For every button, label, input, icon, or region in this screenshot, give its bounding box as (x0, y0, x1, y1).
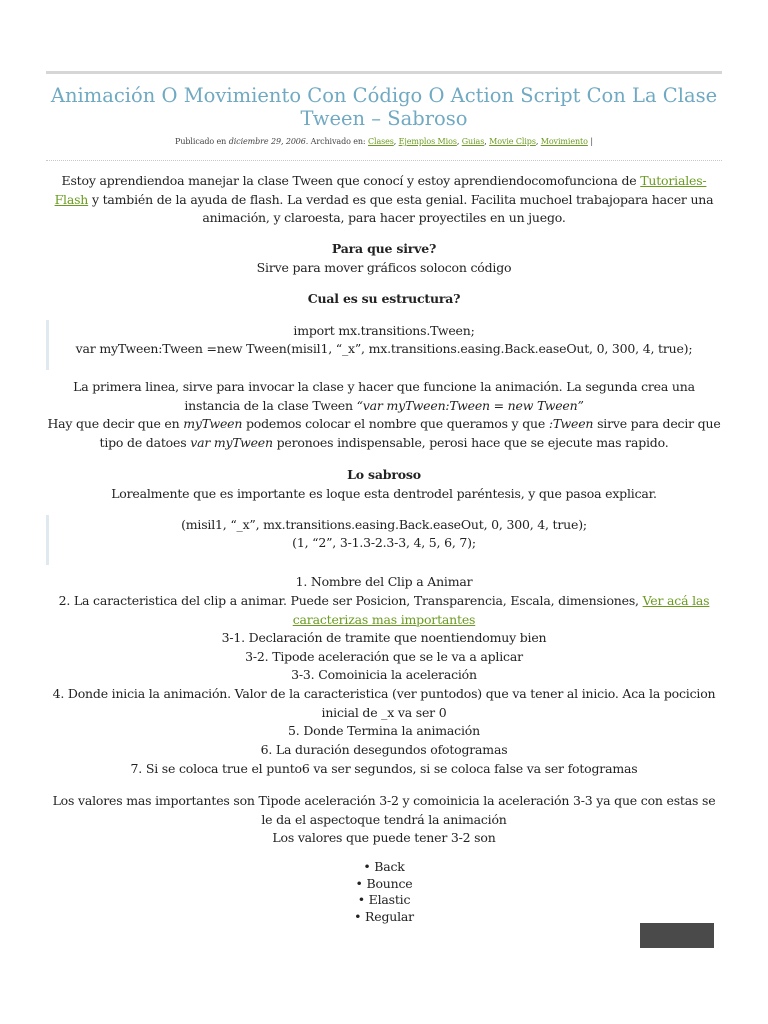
explain-italic-1: “var myTween:Tween = new Tween” (356, 397, 584, 413)
sabroso-text: Lorealmente que es importante es loque esta dentrodel paréntesis, y que pasoa explicar. (111, 486, 657, 501)
code-line-tween: var myTween:Tween =new Tween(misil1, “_x”, mx.transitions.easing.Back.easeOut, 0, 300, 4, true); (75, 341, 693, 356)
top-divider (46, 71, 722, 74)
list-item-6: 6. La duración desegundos ofotogramas (260, 742, 508, 757)
bullet-item-elastic: • Elastic (46, 892, 722, 909)
explain-paragraph-1 (46, 378, 722, 415)
code-line-import: import mx.transitions.Tween; (293, 323, 475, 338)
explain-line-2a: Hay que decir que en (47, 416, 180, 431)
category-link-ejemplos-mios[interactable]: Ejemplos Mios (398, 137, 457, 146)
explain-italic-4: var myTween (190, 434, 273, 450)
caracteristicas-link[interactable]: Ver acá las caracterizas mas importantes (292, 593, 710, 627)
explain-paragraph-2 (46, 415, 722, 452)
list-item-3-1: 3-1. Declaración de tramite que noentiendomuy bien (221, 630, 547, 645)
scroll-top-button[interactable] (640, 923, 714, 948)
meta-separator: | (590, 137, 593, 146)
post-title: Animación O Movimiento Con Código O Action Script Con La Clase Tween – Sabroso (50, 84, 718, 130)
explain-italic-3: :Tween (548, 416, 594, 431)
explain-italic-2: myTween (183, 416, 243, 431)
list-item-3-3: 3-3. Comoinicia la aceleración (291, 667, 477, 682)
sabroso-heading: Lo sabroso (347, 467, 421, 482)
valores-subtitle: Los valores que puede tener 3-2 son (272, 830, 496, 845)
list-item-7: 7. Si se coloca true el punto6 va ser segundos, si se coloca false va ser fotogramas (130, 761, 638, 776)
valores-paragraph: Los valores mas importantes son Tipode aceleración 3-2 y comoinicia la aceleración 3-3 ya que con estas se le da el aspectoque tendrá la animación (52, 793, 716, 827)
bullet-item-regular: • Regular (46, 909, 722, 926)
list-item-1: 1. Nombre del Clip a Animar (295, 574, 473, 589)
title-divider (46, 160, 722, 161)
intro-paragraph (46, 172, 722, 228)
bullet-item-back: • Back (46, 859, 722, 876)
published-prefix: Publicado en (175, 137, 227, 146)
explain-line-1: La primera linea, sirve para invocar la clase y hacer que funcione la animación. La segunda crea una instancia de la clase Tween (73, 379, 695, 413)
explain-line-2c: sirve para decir que tipo de datoes (99, 416, 721, 450)
easing-types-list (46, 859, 722, 925)
list-item-2-text: 2. La caracteristica del clip a animar. Puede ser Posicion, Transparencia, Escala, dimensiones, (58, 593, 639, 608)
sirve-heading: Para que sirve? (331, 241, 437, 256)
estructura-heading: Cual es su estructura? (307, 291, 461, 306)
sirve-text: Sirve para mover gráficos solocon código (256, 260, 512, 275)
category-link-guias[interactable]: Guias (461, 137, 485, 146)
intro-text-before: Estoy aprendiendoa manejar la clase Tween que conocí y estoy aprendiendocomofunciona de (61, 173, 637, 188)
explain-line-2b: podemos colocar el nombre que queramos y que (246, 416, 546, 431)
list-item-3-2: 3-2. Tipode aceleración que se le va a aplicar (245, 649, 523, 664)
tutoriales-flash-link[interactable]: Tutoriales-Flash (54, 173, 707, 207)
intro-text-after: y también de la ayuda de flash. La verdad es que esta genial. Facilita muchoel trabajopara hacer una animación, y claroesta, para hacer proyectiles en un juego. (91, 191, 714, 225)
bullet-item-bounce: • Bounce (46, 876, 722, 893)
list-item-4: 4. Donde inicia la animación. Valor de la caracteristica (ver puntodos) que va tener al inicio. Aca la pocicion inicial de _x va ser 0 (52, 686, 716, 720)
post-meta: Publicado en diciembre 29, 2006. Archivado en: Clases, Ejemplos Mios, Guias, Movie Clips, Movimiento | (175, 137, 593, 146)
list-item-5: 5. Donde Termina la animación (288, 723, 480, 738)
archived-prefix: . Archivado en: (305, 137, 366, 146)
code-line-args: (misil1, “_x”, mx.transitions.easing.Back.easeOut, 0, 300, 4, true); (181, 517, 587, 532)
code-line-args-numbers: (1, “2”, 3-1.3-2.3-3, 4, 5, 6, 7); (292, 535, 476, 550)
list-item-2 (46, 592, 722, 629)
explain-line-2d: peronoes indispensable, perosi hace que se ejecute mas rapido. (276, 434, 669, 450)
category-link-movie-clips[interactable]: Movie Clips (489, 137, 536, 146)
category-link-clases[interactable]: Clases (367, 137, 394, 146)
category-link-movimiento[interactable]: Movimiento (540, 137, 588, 146)
post-date: diciembre 29, 2006 (228, 137, 306, 146)
